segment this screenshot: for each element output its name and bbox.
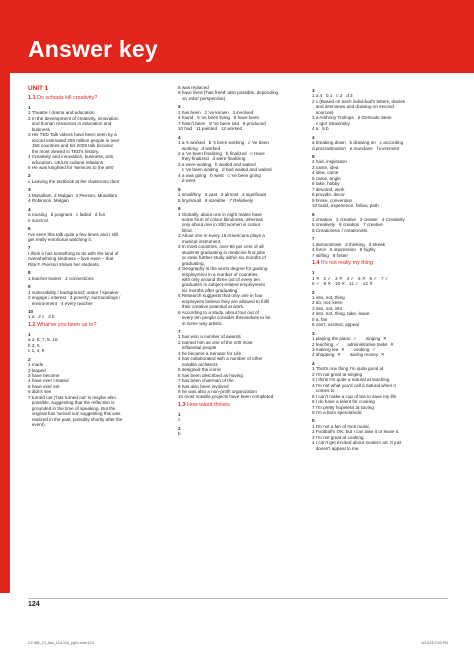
answer-line: on Jobs' perspective) — [178, 95, 226, 101]
answer-line: or enter further study within six months of — [178, 255, 266, 261]
exercise-number: 5 — [312, 418, 315, 424]
answer-line: 3 a Anthony Trollope b Gertrude Stein — [312, 115, 392, 121]
answer-line: 1 demonstrate 2 thinking 3 streak — [312, 241, 386, 247]
answer-line: 2 a 've been finalizing b finalized c Have — [178, 150, 265, 156]
answer-line: 2 had, inspiration — [312, 159, 347, 165]
answer-line: sources) — [312, 109, 334, 115]
answer-line: business — [28, 126, 50, 132]
answer-line: 1 ✕ 2 ✓ 3 ✕ 4 ✓ 5 ✕ 6 ✓ 7 ✓ — [312, 275, 389, 281]
answer-line: 6 take, hobby — [312, 181, 340, 187]
answer-line: 1 into, not, thing — [312, 294, 345, 300]
answer-line: 7 hasn't been 8 've been told 9 produced — [178, 120, 266, 126]
exercise-number: 7 — [178, 329, 181, 335]
exercise-number: 3 — [28, 187, 31, 193]
answer-line: c — [178, 417, 181, 423]
answer-line: 5 have ever set — [28, 383, 60, 389]
section-heading — [28, 322, 164, 329]
answer-line: 4 a was going b went c 've been going — [178, 172, 261, 178]
answer-line: a breaking down b drawing on c according — [312, 140, 404, 146]
answer-line: 7 I'm pretty hopeless at saving — [312, 404, 374, 410]
exercise-number: 4 — [312, 360, 315, 366]
answer-line: blind. — [178, 227, 193, 233]
answer-line: 8 ✓ 9 ✕ 10 ✕ 11 ✓ 12 ✕ — [312, 281, 374, 287]
answer-line: 5 creatively 6 creation 7 creative — [312, 222, 383, 228]
answer-line: 4 force 5 impression 6 highly — [312, 247, 376, 253]
page-title: Answer key — [28, 36, 158, 62]
answer-line: 7 devoted, work — [312, 186, 345, 192]
exercise-number: 5 — [312, 153, 315, 159]
answer-line: 1 has been 2 've known 3 involved — [178, 109, 254, 115]
section-title: How talent thrives — [185, 401, 230, 408]
answer-line: graduates in subject-related employment — [178, 282, 265, 288]
answer-line: 2 leaped — [28, 367, 46, 373]
exercise-number: 5 — [178, 186, 181, 192]
answer-line: original has 'turned out' suggesting this was — [28, 411, 121, 417]
answer-line: 8 I'm a born spendaholic — [312, 410, 362, 416]
exercise-number: 3 — [312, 88, 315, 93]
answer-line: 7 turned out ('has turned out' is maybe also — [28, 394, 116, 400]
exercise-number: 6 — [312, 211, 315, 217]
answer-line: c Leaving the textbook at the classroom door — [28, 178, 120, 184]
answer-line: notable architects — [178, 361, 218, 367]
print-slug-right: 6/14/15 2:59 PM — [421, 641, 448, 645]
answer-line: 10 had 11 painted 12 worked — [178, 126, 243, 132]
answer-line: 5 I can't make a cup of tea to save my life — [312, 393, 397, 399]
answer-line: working d worked — [178, 145, 221, 151]
answer-line: students graduating in medicine find jobs — [178, 249, 266, 255]
answer-line: influential people — [178, 345, 217, 351]
answer-line: 10 build, experience, follow, path — [312, 203, 379, 209]
exercise-number: 8 — [28, 270, 31, 276]
answer-line: 6 didn't see — [28, 389, 52, 395]
exercise-number: 7 — [312, 236, 315, 242]
exercise-number: 1 — [312, 270, 315, 276]
answer-line: musical instrument. — [178, 238, 222, 244]
section-heading — [312, 260, 448, 267]
answer-line: 150 countries and his 2006 talk became — [28, 143, 114, 149]
answer-line: 9 he was also a non-profit organization — [178, 389, 257, 395]
answer-line: I've seen this talk quite a few times and I still — [28, 231, 119, 237]
answer-line: a rousing b poignant c faded d fun — [28, 212, 106, 218]
answer-line: 3 came, idea — [312, 164, 339, 170]
answer-line: six months after graduating. — [178, 287, 239, 293]
answer-line: 1 playing the piano ✓ singing ✕ — [312, 336, 387, 342]
answer-line: 1 creation 2 creative 3 creator 4 Creativity — [312, 216, 405, 222]
answer-line: 9 have lived ('has freed' also possible, depending — [178, 90, 279, 96]
answer-line: e succinct — [28, 217, 49, 223]
answer-line: 8 was replaced — [178, 85, 209, 90]
answer-line: in some way artistic. — [178, 320, 224, 326]
answer-line: 4 I can't get excited about modern art. It just — [312, 440, 402, 446]
answer-line: get really emotional watching it. — [28, 236, 93, 242]
answer-line: and human resources in education and — [28, 121, 112, 127]
exercise-number: 4 — [28, 206, 31, 212]
answer-line: 3 into, not, into — [312, 305, 343, 311]
answer-line: 1 a 2 c 3 b — [28, 314, 55, 320]
answer-line: 8 provide, decor — [312, 192, 345, 198]
answer-line: 2 c (Based on each individual's letters, diaries — [312, 98, 406, 104]
answer-line: 3 making tea ✕ cooking ✓ — [312, 347, 376, 353]
answer-line: 1 vulnerability / background; orator / speaker — [28, 289, 119, 295]
answer-line: 7 has been chairman of the — [178, 378, 234, 384]
answer-line: 1 made — [28, 362, 44, 368]
answer-line: 4 Creativity and innovation, business, arts, — [28, 154, 115, 160]
exercise-number: 3 — [178, 104, 181, 110]
section-number: 1.1 — [28, 95, 36, 101]
answer-line: c 1, 4, 9 — [28, 348, 45, 354]
exercise-number: 6 — [178, 206, 181, 212]
answer-line: 4 have ever created — [28, 378, 69, 384]
section-heading — [28, 95, 164, 102]
answer-line: 2 engage / interest 3 poverty; surroundings / — [28, 295, 121, 301]
print-slug-left: C2-WB_13_Ans_124-144_pg01.indd 124 — [28, 641, 94, 645]
answer-line: the most viewed in TED's history. — [28, 148, 100, 154]
answer-line: overwhelming kindness – love even – that — [28, 256, 114, 262]
answer-line: 7 stifling 8 foster — [312, 252, 349, 258]
answer-line: 2 In the development of creativity, innovation — [28, 115, 119, 121]
answer-line: 4 I'm not what you'd call a natural when it — [312, 382, 396, 388]
answer-column-3 — [312, 85, 448, 451]
section-title: Do schools kill creativity? — [35, 95, 98, 101]
answer-line: event) — [28, 422, 45, 428]
answer-line: doesn't appeal to me. — [312, 445, 360, 451]
answer-line: 8 Creationism / creationists — [312, 227, 368, 233]
answer-line: 4 Robinson, Mulgan — [28, 198, 69, 204]
answer-line: 1 a 4 b 1 c 2 d 3 — [312, 93, 353, 99]
answer-line: 4 shopping ✕ saving money ✕ — [312, 352, 385, 358]
exercise-number: 7 — [28, 245, 31, 251]
answer-line: employment in a number of countries, — [178, 271, 259, 277]
exercise-number: 10 — [28, 308, 34, 314]
page-number: 124 — [28, 601, 40, 608]
answer-line: every ten people consider themselves to be — [178, 315, 271, 321]
answer-line: 6 According to a study, about four out of — [178, 309, 259, 315]
answer-line: 4 found 5 've been living 6 have been — [178, 115, 260, 121]
answer-line: 3 I'm not great at cooking. — [312, 434, 365, 440]
answer-line: 3 His TED Talk videos have been seen by a — [28, 132, 117, 138]
answer-line: 5 designed the iconic — [178, 367, 222, 373]
answer-line: d procrastination e mundane f increment — [312, 145, 400, 151]
answer-line: 5 tiny/small 6 sizeable 7 Relatively — [178, 197, 254, 203]
answer-line: employees believe they are allowed to fulfil — [178, 298, 270, 304]
answer-line: 2 named him as one of the 100 most — [178, 339, 253, 345]
answer-line: only about one in 200 women is colour — [178, 222, 261, 228]
answer-line: 5 a, fan — [312, 316, 328, 322]
answer-line: 1 Theatre / drama and education — [28, 110, 95, 116]
exercise-number: 9 — [28, 284, 31, 290]
answer-line: 8 has also been involved — [178, 383, 229, 389]
answer-line: some form of colour blindness, whereas — [178, 216, 264, 222]
answer-line: 4 idea, came — [312, 170, 339, 176]
answer-line: 3 I think I'm quite a natural at teaching — [312, 377, 390, 383]
answer-line: their creative potential at work. — [178, 304, 245, 310]
answer-line: 5 Research suggests that only one in four — [178, 293, 263, 299]
exercise-number: 1 — [178, 411, 181, 417]
section-number: 1.3 — [178, 401, 186, 408]
section-heading — [178, 402, 314, 409]
answer-line: c 've been waiting d had waited and waited — [178, 167, 272, 173]
answer-line: d went — [178, 178, 196, 184]
answer-line: 2 teaching ✓ administrative tasks ✕ — [312, 341, 394, 347]
answer-line: record estimated 250 million people in over — [28, 137, 120, 143]
footer-divider — [28, 598, 448, 599]
answer-line: 3 have become — [28, 373, 60, 379]
answer-line: 5 came, angle — [312, 175, 341, 181]
answer-line: 2 do, not, keen — [312, 300, 343, 306]
answer-line: 1 teacher trainer 2 connections — [28, 275, 94, 281]
exercise-number: 6 — [28, 226, 31, 232]
section-title: It's not really my thing — [319, 260, 373, 267]
answer-line: they finalized d were finalizing — [178, 156, 246, 162]
exercise-number: 2 — [312, 289, 315, 295]
answer-line: education, UK/US cultural relations — [28, 159, 104, 165]
exercise-number: 3 — [312, 330, 315, 336]
answer-line: 1 has won a number of awards — [178, 334, 241, 340]
answer-line: I think it has something to do with the kind of — [28, 250, 119, 256]
answer-line: 6 I do have a talent for cooking — [312, 399, 375, 405]
answer-line: 1 Musallam 2 Mulgan 3 Pierson, Musallam — [28, 192, 118, 198]
answer-column-1 — [28, 85, 164, 428]
section-title: What've you been up to? — [35, 321, 97, 328]
answer-line: a 2, 6, 7, 8, 10 — [28, 337, 58, 343]
answer-line: 1 Globally, about one in eight males have — [178, 211, 262, 217]
answer-line: 9 broke, convention — [312, 197, 353, 203]
unit-heading: UNIT 1 — [28, 85, 49, 92]
answer-line: 1 I'm not a fan of rock music. — [312, 423, 371, 429]
answer-line: 2 Football's OK, but I can take it or leave it. — [312, 429, 400, 435]
answer-line: 1 a 's worked b 's been working c 've been — [178, 140, 269, 146]
answer-line: 4 into, not, thing, take, leave — [312, 311, 370, 317]
answer-line: possible, suggesting that the reflection is — [28, 400, 115, 406]
exercise-number: 4 — [178, 134, 181, 140]
answer-line: realized in the past, possibly shortly after the — [28, 416, 123, 422]
answer-line: 3 he became a Senator for Life — [178, 350, 242, 356]
answer-line: c Igor Stravinsky — [312, 120, 350, 126]
answer-line: environment 4 every teacher — [28, 300, 93, 306]
answer-line: 4 has collaborated with a number of other — [178, 356, 263, 362]
answer-line: 4 Geography is the worst degree for gaining — [178, 266, 268, 272]
exercise-number: 4 — [312, 134, 315, 140]
exercise-number: 1 — [28, 105, 31, 110]
answer-line: 3 In most countries, over 90 per cent of all — [178, 244, 264, 250]
side-accent-bar — [0, 73, 10, 593]
section-number: 1.2 — [28, 321, 36, 328]
exercise-number: 2 — [28, 173, 31, 179]
answer-line: 5 He was knighted for 'services to the arts' — [28, 164, 115, 170]
header-banner — [0, 0, 474, 73]
answer-line: b — [178, 431, 181, 437]
answer-line: 4 a 5 b — [312, 126, 329, 132]
section-number: 1.4 — [312, 260, 320, 267]
answer-line: 1 small/tiny 2 vast 3 almost 4 significant — [178, 192, 267, 198]
answer-line: 6 has been described as having — [178, 372, 243, 378]
exercise-number: 1 — [28, 331, 31, 337]
exercise-number: 2 — [28, 356, 31, 362]
answer-line: 1 That's one thing I'm quite good at — [312, 366, 384, 372]
answer-column-2 — [178, 85, 314, 437]
answer-line: and interviews and drawing on second — [312, 104, 394, 110]
answer-line: 3 a were waiting b waited and waited — [178, 161, 256, 167]
answer-line: Rita F. Pierson shows her students. — [28, 261, 101, 267]
answer-line: 10 most notable projects have been completed — [178, 394, 274, 400]
answer-line: graduating. — [178, 260, 205, 266]
answer-line: comes to — [312, 388, 335, 394]
answer-line: grounded in the time of speaking. But the — [28, 405, 116, 411]
answer-line: b 3, 5 — [28, 342, 40, 348]
answer-line: 6 can't, excited, appeal — [312, 322, 359, 328]
answer-line: 2 About one in every 16 Americans plays a — [178, 233, 265, 239]
answer-line: with only around three out of every ten — [178, 276, 260, 282]
answer-line: 2 I'm not great at singing — [312, 371, 363, 377]
exercise-number: 2 — [178, 425, 181, 431]
